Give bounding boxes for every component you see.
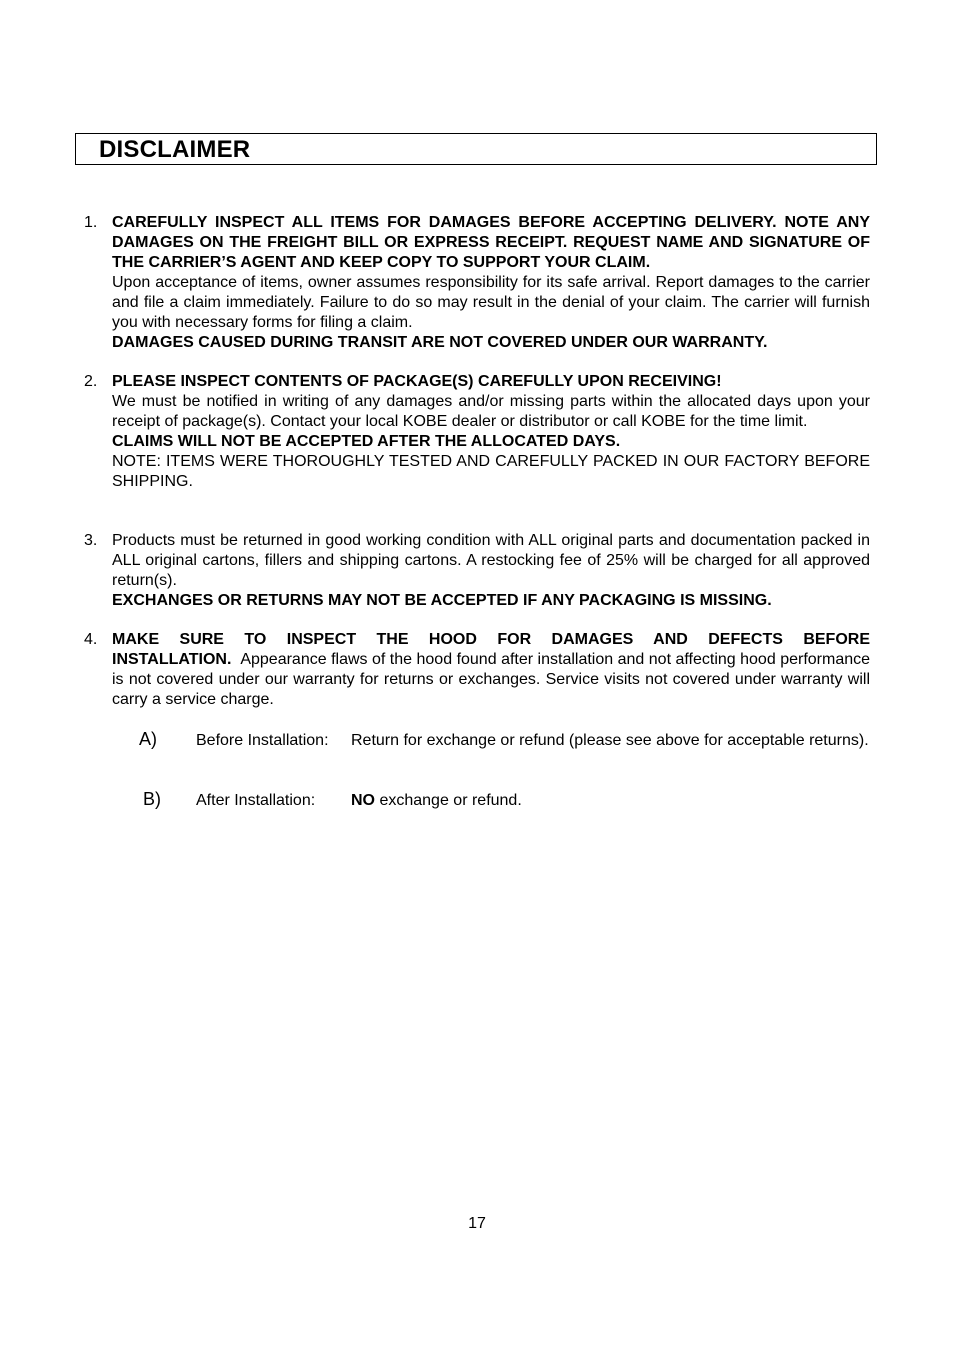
item-text: Upon acceptance of items, owner assumes responsibility for its safe arrival. Report damages to the carrier and file a claim immediately. Failure to do so may result in the denial of your claim. The carrier will furnish you with necessary forms for filing a claim.	[112, 274, 870, 331]
page-number: 17	[468, 1215, 486, 1232]
item-number: 1.	[84, 214, 98, 231]
item-note: NOTE: ITEMS WERE THOROUGHLY TESTED AND CAREFULLY PACKED IN OUR FACTORY BEFORE SHIPPING.	[112, 453, 870, 490]
item-number: 3.	[84, 532, 98, 549]
list-item-3	[84, 531, 870, 611]
subitem-letter: A)	[139, 729, 157, 749]
list-item-4	[84, 630, 870, 710]
item-bold-intro: MAKE SURE TO INSPECT THE HOOD FOR DAMAGES AND DEFECTS BEFORE INSTALLATION.	[112, 631, 870, 668]
item-text: Appearance flaws of the hood found after installation and not affecting hood performance is not covered under our warranty for returns or exchanges. Service visits not covered under warranty will carry a service charge.	[112, 651, 871, 708]
item-bold-intro: CAREFULLY INSPECT ALL ITEMS FOR DAMAGES BEFORE ACCEPTING DELIVERY. NOTE ANY DAMAGES ON THE FREIGHT BILL OR EXPRESS RECEIPT. REQUEST NAME AND SIGNATURE OF THE CARRIER’S AGENT AND KEEP COPY TO SUPPORT YOUR CLAIM.	[112, 214, 870, 271]
page-title: DISCLAIMER	[99, 136, 251, 163]
item-bold-intro: PLEASE INSPECT CONTENTS OF PACKAGE(S) CAREFULLY UPON RECEIVING!	[112, 373, 722, 390]
item-number: 4.	[84, 631, 98, 648]
subitem-label: After Installation:	[196, 792, 316, 809]
disclaimer-title-box	[75, 133, 877, 165]
subitem-desc-bold: NO	[351, 792, 375, 809]
subitem-a	[139, 731, 870, 751]
subitem-label: Before Installation:	[196, 732, 329, 749]
item-text: We must be notified in writing of any damages and/or missing parts within the allocated days upon your receipt of package(s). Contact your local KOBE dealer or distributor or call KOBE for the time limit.	[112, 393, 870, 430]
subitem-letter: B)	[143, 789, 161, 809]
item-bold-footer: DAMAGES CAUSED DURING TRANSIT ARE NOT COVERED UNDER OUR WARRANTY.	[112, 334, 768, 351]
subitem-desc: exchange or refund.	[379, 792, 522, 809]
item-bold-footer: CLAIMS WILL NOT BE ACCEPTED AFTER THE ALLOCATED DAYS.	[112, 433, 621, 450]
subitem-b	[139, 791, 870, 811]
item-bold-footer: EXCHANGES OR RETURNS MAY NOT BE ACCEPTED IF ANY PACKAGING IS MISSING.	[112, 592, 772, 609]
list-item-2	[84, 372, 870, 492]
item-number: 2.	[84, 373, 98, 390]
subitem-desc: Return for exchange or refund (please see above for acceptable returns).	[351, 732, 869, 749]
list-item-1	[84, 213, 870, 353]
item-text: Products must be returned in good working condition with ALL original parts and documentation packed in ALL original cartons, fillers and shipping cartons. A restocking fee of 25% will be charged for all approved return(s).	[112, 532, 870, 589]
